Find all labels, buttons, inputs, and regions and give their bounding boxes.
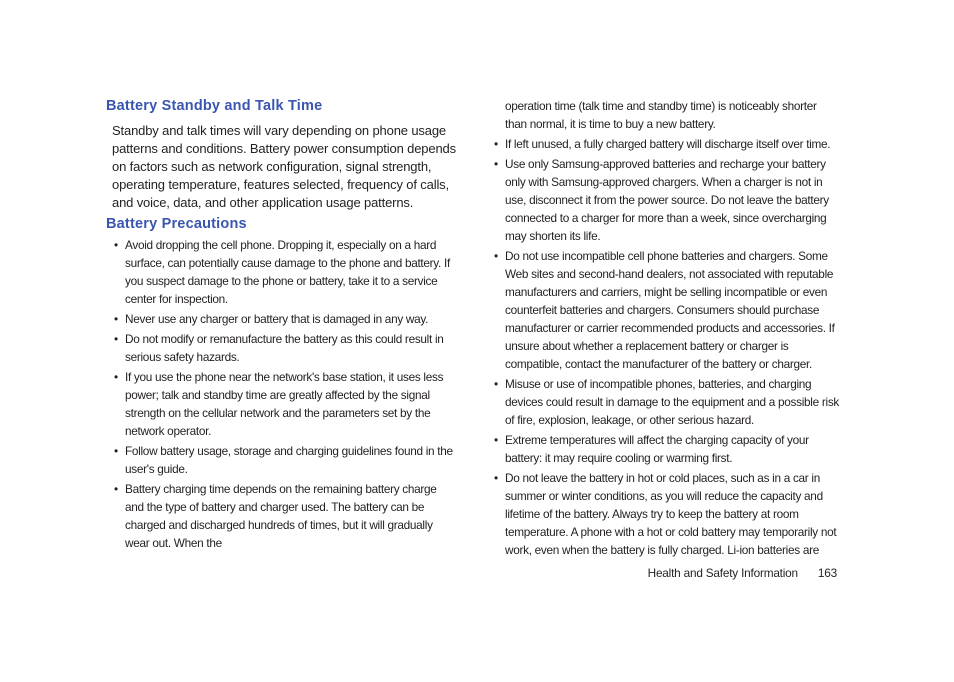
list-item: • Avoid dropping the cell phone. Dropping it, especially on a hard surface, can potentially cause damage to the phone and battery. If you suspect damage to the phone or battery, take it to a service center for inspection. xyxy=(114,236,456,308)
footer-section-title: Health and Safety Information xyxy=(647,566,798,580)
list-item: • Do not modify or remanufacture the battery as this could result in serious safety hazards. xyxy=(114,330,456,366)
list-item: • Battery charging time depends on the remaining battery charge and the type of battery and charger used. The battery can be charged and discharged hundreds of times, but it will gradually wear out. When the xyxy=(114,480,456,552)
list-item: • If left unused, a fully charged battery will discharge itself over time. xyxy=(494,135,839,153)
list-item: • Never use any charger or battery that is damaged in any way. xyxy=(114,310,456,328)
list-item: • Extreme temperatures will affect the charging capacity of your battery: it may require cooling or warming first. xyxy=(494,431,839,467)
paragraph-standby-talk: Standby and talk times will vary depending on phone usage patterns and conditions. Battery power consumption depends on factors such as network configuration, signal strength, operating temperature, features selected, frequency of calls, and voice, data, and other application usage patterns. xyxy=(112,123,456,210)
list-item: • Do not use incompatible cell phone batteries and chargers. Some Web sites and second-hand dealers, not associated with reputable manufacturers and carriers, might be selling incompatible or even counterfeit batteries and chargers. Consumers should purchase manufacturer or carrier recommended products and accessories. If unsure about whether a replacement battery or charger is compatible, contact the manufacturer of the battery or charger. xyxy=(494,247,839,373)
list-item: • Use only Samsung-approved batteries and recharge your battery only with Samsung-approved chargers. When a charger is not in use, disconnect it from the power source. Do not leave the battery connected to a charger for more than a week, since overcharging may shorten its life. xyxy=(494,155,839,245)
list-item: • Follow battery usage, storage and charging guidelines found in the user's guide. xyxy=(114,442,456,478)
heading-battery-standby: Battery Standby and Talk Time xyxy=(106,98,323,114)
precautions-list-left xyxy=(114,236,456,554)
list-item: • If you use the phone near the network's base station, it uses less power; talk and standby time are greatly affected by the signal strength on the cellular network and the parameters set by the network operator. xyxy=(114,368,456,440)
precautions-list-right xyxy=(494,97,839,561)
page-number: 163 xyxy=(817,566,837,580)
list-item: • Do not leave the battery in hot or cold places, such as in a car in summer or winter conditions, as you will reduce the capacity and lifetime of the battery. Always try to keep the battery at room temperature. A phone with a hot or cold battery may temporarily not work, even when the battery is fully charged. Li-ion batteries are xyxy=(494,469,839,559)
list-item-continuation: operation time (talk time and standby time) is noticeably shorter than normal, it is time to buy a new battery. xyxy=(505,99,817,131)
list-item: • Misuse or use of incompatible phones, batteries, and charging devices could result in damage to the equipment and a possible risk of fire, explosion, leakage, or other serious hazard. xyxy=(494,375,839,429)
page-footer xyxy=(600,564,837,582)
heading-battery-precautions: Battery Precautions xyxy=(106,216,247,232)
